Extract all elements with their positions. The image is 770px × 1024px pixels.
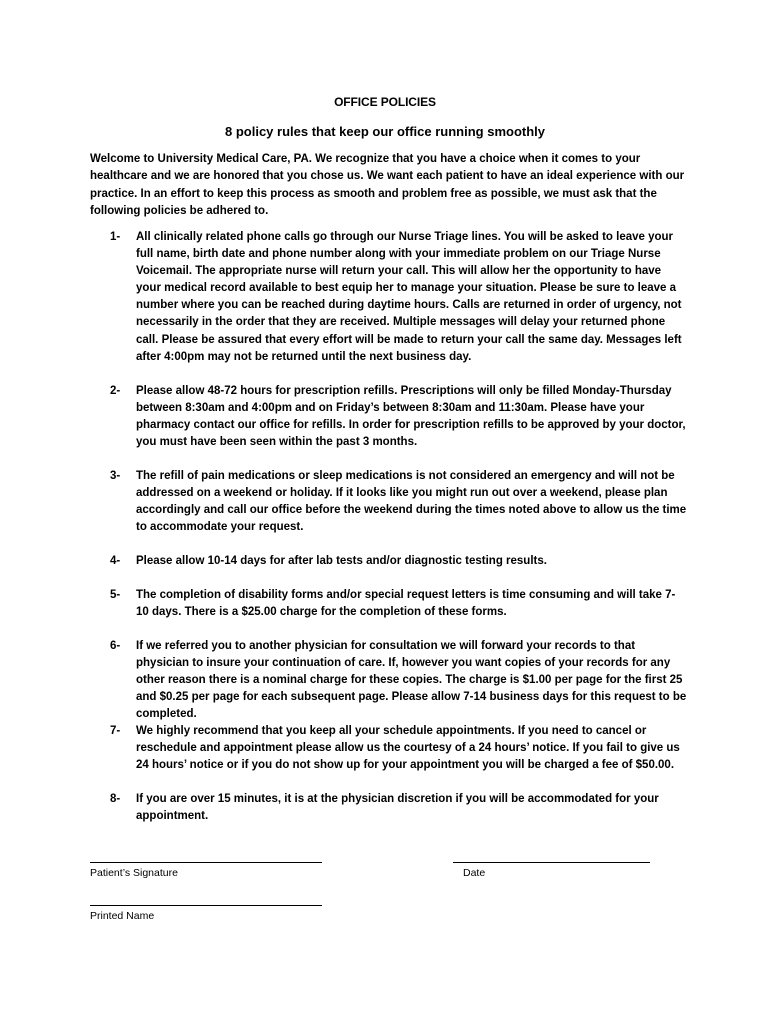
policy-item-7: [110, 723, 690, 774]
policy-number: 4-: [110, 555, 121, 567]
policy-number: 5-: [110, 589, 121, 601]
policy-item-4: [110, 553, 690, 570]
patient-signature-label: Patient’s Signature: [90, 867, 178, 879]
policy-text: If we referred you to another physician for consultation we will forward your records to that physician to insure your continuation of care. If, however you want copies of your records for any other reason there is a nominal charge for these copies. The charge is $1.00 per page for the first 25 and $0.25 per page for each subsequent page. Please allow 7-14 business days for this request to be completed.: [136, 640, 687, 721]
policy-item-3: [110, 468, 690, 536]
policy-text: Please allow 48-72 hours for prescription refills. Prescriptions will only be filled Monday-Thursday between 8:30am and 4:00pm and on Friday’s between 8:30am and 11:30am. Please have your pharmacy contact our office for refills. In order for prescription refills to be approved by your doctor, you must have been seen within the past 3 months.: [136, 385, 686, 449]
policy-text: All clinically related phone calls go through our Nurse Triage lines. You will be asked to leave your full name, birth date and phone number along with your immediate problem on our Triage Nurse Voicemail. The appropriate nurse will return your call. This will allow her the opportunity to have your medical record available to best equip her to manage your situation. Please be sure to leave a number where you can be reached during daytime hours. Calls are returned in order of urgency, not necessarily in the order that they are received. Multiple messages will delay your returned phone call. Please be assured that every effort will be made to return your call the same day. Messages left after 4:00pm may not be returned until the next business day.: [136, 231, 682, 363]
page-subtitle: 8 policy rules that keep our office running smoothly: [225, 124, 545, 139]
policy-item-2: [110, 383, 690, 451]
policy-number: 6-: [110, 640, 121, 652]
policy-item-1: [110, 229, 690, 366]
printed-name-line[interactable]: [90, 905, 322, 906]
policy-number: 1-: [110, 231, 121, 243]
policy-item-8: [110, 791, 690, 825]
policy-text: The refill of pain medications or sleep medications is not considered an emergency and will not be addressed on a weekend or holiday. If it looks like you might run out over a weekend, please plan accordingly and call our office before the weekend during the times noted above to allow us the time to accommodate your request.: [136, 470, 687, 534]
intro-paragraph: Welcome to University Medical Care, PA. We recognize that you have a choice when it comes to your healthcare and we are honored that you chose us. We want each patient to have an ideal experience with our practice. In an effort to keep this process as smooth and problem free as possible, we must ask that the following policies be adhered to.: [90, 153, 685, 217]
patient-signature-line[interactable]: [90, 862, 322, 863]
date-label: Date: [463, 867, 486, 879]
policy-item-6: [110, 638, 690, 723]
printed-name-label: Printed Name: [90, 910, 155, 922]
policy-number: 3-: [110, 470, 121, 482]
policy-text: The completion of disability forms and/or special request letters is time consuming and will take 7-10 days. There is a $25.00 charge for the completion of these forms.: [136, 589, 676, 619]
policy-text: We highly recommend that you keep all your schedule appointments. If you need to cancel or reschedule and appointment please allow us the courtesy of a 24 hours’ notice. If you fail to give us 24 hours’ notice or if you do not show up for your appointment you will be charged a fee of $50.00.: [136, 725, 680, 772]
date-line[interactable]: [453, 862, 650, 863]
policy-text: If you are over 15 minutes, it is at the physician discretion if you will be accommodated for your appointment.: [136, 793, 659, 823]
policy-text: Please allow 10-14 days for after lab tests and/or diagnostic testing results.: [136, 555, 547, 567]
policy-number: 2-: [110, 385, 121, 397]
policy-number: 7-: [110, 725, 121, 737]
policy-item-5: [110, 587, 690, 621]
policy-number: 8-: [110, 793, 121, 805]
page-title: OFFICE POLICIES: [334, 95, 436, 109]
